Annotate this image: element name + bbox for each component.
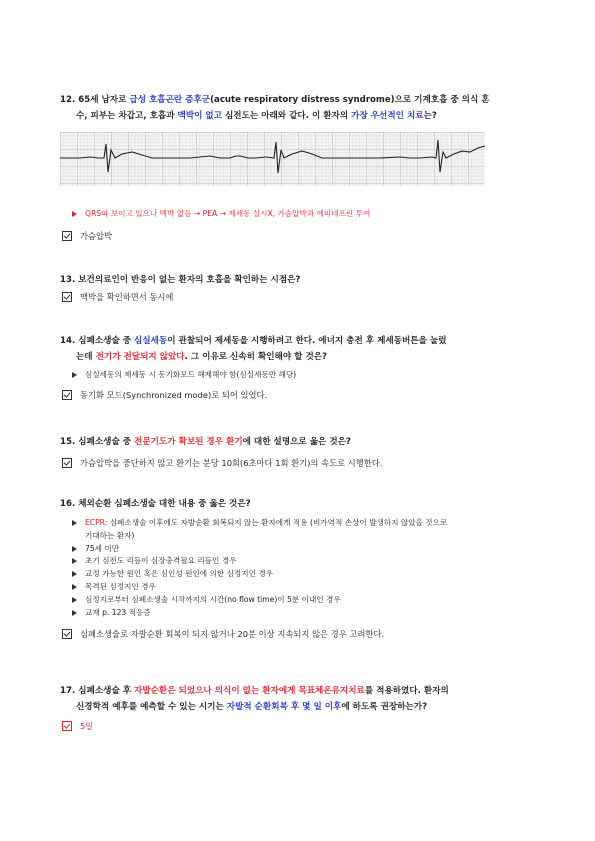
question-12-answers: [60, 208, 542, 243]
triangle-bullet-icon: [72, 546, 77, 552]
bullet-item: 초기 심전도 리듬이 심장충격필요 리듬인 경우: [72, 555, 542, 568]
triangle-bullet-icon: [72, 571, 77, 577]
question-14-text: 14. 심폐소생술 중 심실세동이 관찰되어 제세동을 시행하려고 한다. 에너지 충전 후 제세동버튼을 눌렀 는데 전기가 전달되지 않았다. 그 이유로 신속히 확인해야 할 것은?: [60, 336, 447, 362]
triangle-bullet-icon: [72, 211, 77, 217]
question-12-text: 12. 65세 남자로 급성 호흡곤란 증후군(acute respiratory distress syndrome)으로 기계호흡 중 의식 혼 수, 피부는 차갑고, 호흡과 맥박이 없고 심전도는 아래와 같다. 이 환자의 가장 우선적인 치료는?: [60, 95, 490, 121]
bullet-item: 심정지로부터 심폐소생술 시작까지의 시간(no flow time)이 5분 이내인 경우: [72, 594, 542, 607]
bullet-item: 교정 가능한 원인 혹은 심인성 원인에 의한 심정지인 경우: [72, 568, 542, 581]
question-12: [60, 92, 542, 124]
question-17-text: 17. 심폐소생술 후 자발순환은 되었으나 의식이 없는 환자에게 목표체온유지치료를 적용하였다. 환자의 신경학적 예후를 예측할 수 있는 시기는 자발적 순환회복 후 몇 일 이후에 하도록 권장하는가?: [60, 686, 449, 712]
checkbox-icon: [62, 390, 72, 400]
checkbox-icon: [62, 721, 72, 731]
triangle-bullet-icon: [72, 558, 77, 564]
triangle-bullet-icon: [72, 597, 77, 603]
question-15-answer: 가슴압박을 중단하지 않고 환기는 분당 10회(6초마다 1회 환기)의 속도로 시행한다.: [62, 456, 542, 470]
question-13: [60, 272, 542, 304]
question-17: [60, 683, 542, 733]
checkbox-icon: [62, 629, 72, 639]
triangle-bullet-icon: [72, 584, 77, 590]
question-16-bullets: [60, 517, 542, 619]
question-14-note: 심실세동의 제세동 시 동기화모드 해제해야 함(심실세동만 해당): [72, 369, 542, 382]
bullet-item: 목격된 심정지인 경우: [72, 581, 542, 594]
question-16-text: 16. 체외순환 심폐소생술 대한 내용 중 옳은 것은?: [60, 499, 251, 509]
triangle-bullet-icon: [72, 372, 77, 378]
question-15: [60, 434, 542, 470]
checkbox-icon: [62, 292, 72, 302]
question-16: [60, 496, 542, 641]
checkbox-icon: [62, 231, 72, 241]
question-14-answer: 동기화 모드(Synchronized mode)로 되어 있었다.: [62, 388, 542, 402]
question-12-answer: 가슴압박: [62, 229, 542, 243]
question-17-answer: 5일: [62, 719, 542, 733]
ecg-strip-image: [60, 132, 485, 186]
question-15-text: 15. 심폐소생술 중 전문기도가 확보된 경우 환기에 대한 설명으로 옳은 것은?: [60, 437, 351, 447]
question-14: [60, 333, 542, 402]
bullet-item: 75세 미만: [72, 543, 542, 556]
question-13-text: 13. 보건의료인이 반응이 없는 환자의 호흡을 확인하는 시점은?: [60, 275, 301, 285]
triangle-bullet-icon: [72, 610, 77, 616]
question-12-note: QRS파 보이고 있으나 맥박 없음 → PEA → 제세동 실시X, 가슴압박과 에피네프린 투여: [72, 208, 542, 221]
triangle-bullet-icon: [72, 520, 77, 526]
checkbox-icon: [62, 458, 72, 468]
bullet-item: 교재 p. 123 적응증: [72, 607, 542, 620]
bullet-item: ECPR: 심폐소생술 이후에도 자발순환 회복되지 않는 환자에게 적용 (비가역적 손상이 발생하지 않았을 것으로 기대하는 환자): [72, 517, 542, 543]
question-16-answer: 심폐소생술로 자발순환 회복이 되지 않거나 20분 이상 지속되지 않은 경우 고려한다.: [62, 627, 542, 641]
question-13-answer: 맥박을 확인하면서 동시에: [62, 290, 542, 304]
